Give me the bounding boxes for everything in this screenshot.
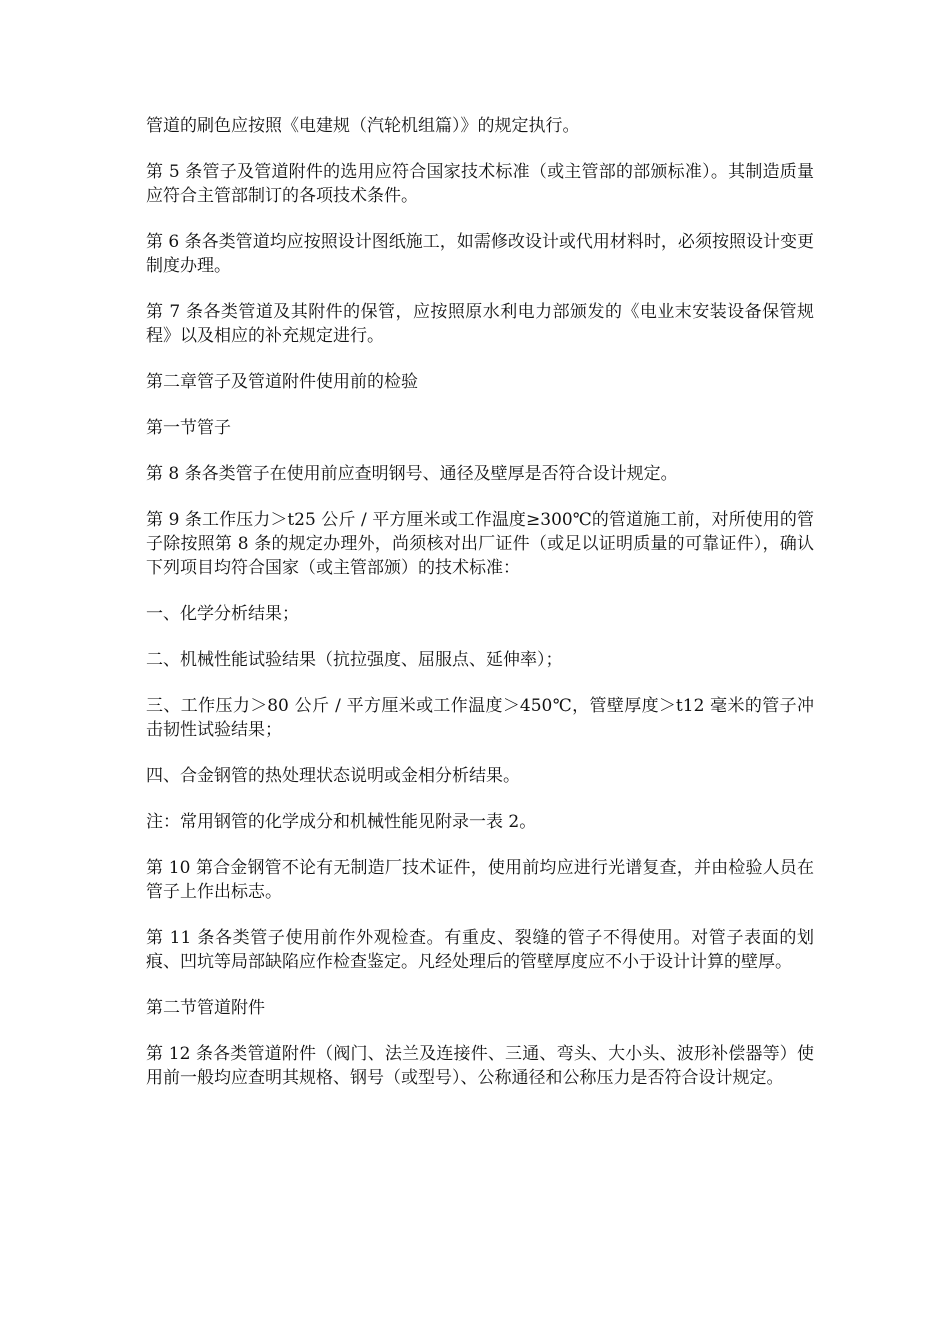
list-item-2: 二、机械性能试验结果（抗拉强度、屈服点、延伸率）； (146, 650, 563, 670)
chapter-heading: 第二章管子及管道附件使用前的检验 (146, 372, 418, 392)
paragraph-article-9: 第 9 条工作压力＞t25 公斤 / 平方厘米或工作温度≥300℃的管道施工前，对所使用的管子除按照第 8 条的规定办理外，尚须核对出厂证件（或足以证明质量的可靠证件），确认下列项目均符合国家（或主管部颁）的技术标准： (146, 510, 814, 578)
paragraph-article-10: 第 10 第合金钢管不论有无制造厂技术证件，使用前均应进行光谱复查，并由检验人员在管子上作出标志。 (146, 858, 814, 902)
list-item-3: 三、工作压力＞80 公斤 / 平方厘米或工作温度＞450℃，管壁厚度＞t12 毫米的管子冲击韧性试验结果； (146, 696, 814, 740)
section-heading-pipes: 第一节管子 (146, 418, 231, 438)
document-body (146, 114, 814, 1112)
list-item-4: 四、合金钢管的热处理状态说明或金相分析结果。 (146, 766, 520, 786)
paragraph-article-11: 第 11 条各类管子使用前作外观检查。有重皮、裂缝的管子不得使用。对管子表面的划痕、凹坑等局部缺陷应作检查鉴定。凡经处理后的管壁厚度应不小于设计计算的壁厚。 (146, 928, 814, 972)
paragraph-article-12: 第 12 条各类管道附件（阀门、法兰及连接件、三通、弯头、大小头、波形补偿器等）使用前一般均应查明其规格、钢号（或型号）、公称通径和公称压力是否符合设计规定。 (146, 1044, 814, 1088)
paragraph-article-6: 第 6 条各类管道均应按照设计图纸施工，如需修改设计或代用材料时，必须按照设计变更制度办理。 (146, 232, 814, 276)
paragraph-painting-rule: 管道的刷色应按照《电建规（汽轮机组篇）》的规定执行。 (146, 116, 580, 136)
note-paragraph: 注：常用钢管的化学成分和机械性能见附录一表 2。 (146, 812, 537, 832)
section-heading-fittings: 第二节管道附件 (146, 998, 265, 1018)
paragraph-article-7: 第 7 条各类管道及其附件的保管，应按照原水利电力部颁发的《电业末安装设备保管规程》以及相应的补充规定进行。 (146, 302, 814, 346)
paragraph-article-8: 第 8 条各类管子在使用前应查明钢号、通径及壁厚是否符合设计规定。 (146, 464, 678, 484)
list-item-1: 一、化学分析结果； (146, 604, 299, 624)
paragraph-article-5: 第 5 条管子及管道附件的选用应符合国家技术标准（或主管部的部颁标准）。其制造质量应符合主管部制订的各项技术条件。 (146, 162, 814, 206)
